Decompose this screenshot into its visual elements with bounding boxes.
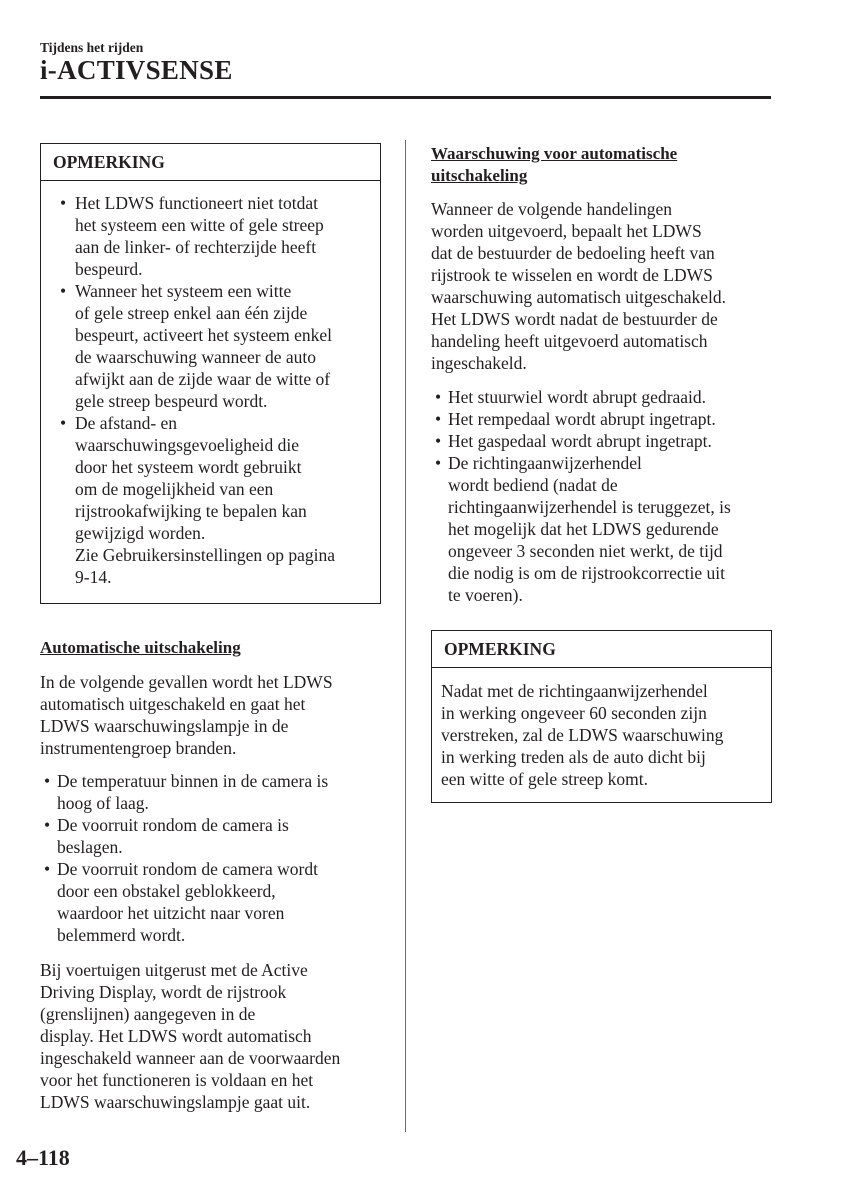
line: richtingaanwijzerhendel is teruggezet, is [448,497,731,517]
warning-off-list [431,386,776,606]
line: display. Het LDWS wordt automatisch [40,1026,312,1046]
note-item [75,192,370,280]
line: belemmerd wordt. [57,925,186,945]
line: • De voorruit rondom de camera is [57,815,289,835]
line: • De richtingaanwijzerhendel [448,453,642,473]
note-item [75,412,370,588]
auto-off-list [40,770,400,946]
line: beslagen. [57,837,123,857]
section-heading-warning-off [431,143,771,187]
auto-off-intro [40,671,400,759]
line: in werking treden als de auto dicht bij [441,747,706,767]
line: automatisch uitgeschakeld en gaat het [40,694,306,714]
line: Waarschuwing voor automatische [431,144,678,163]
line: rijstrook te wisselen en wordt de LDWS [431,265,713,285]
section-heading-auto-off: Automatische uitschakeling [40,638,241,657]
list-item [431,408,776,430]
line: waarschuwing automatisch uitgeschakeld. [431,287,726,307]
line: of gele streep enkel aan één zijde [75,303,308,323]
line: wordt bediend (nadat de [448,475,618,495]
line: die nodig is om de rijstrookcorrectie uit [448,563,726,583]
line: verstreken, zal de LDWS waarschuwing [441,725,724,745]
line: LDWS waarschuwingslampje in de [40,716,289,736]
list-item [431,430,776,452]
line: Driving Display, wordt de rijstrook [40,982,287,1002]
line: gele streep bespeurd wordt. [75,391,268,411]
line: Het LDWS wordt nadat de bestuurder de [431,309,718,329]
column-divider [405,140,406,1132]
line: worden uitgevoerd, bepaalt het LDWS [431,221,702,241]
chapter-title: i-ACTIVSENSE [40,55,233,85]
line: bespeurd. [75,259,143,279]
line: een witte of gele streep komt. [441,769,649,789]
line: Wanneer de volgende handelingen [431,199,673,219]
line: dat de bestuurder de bedoeling heeft van [431,243,715,263]
line: instrumentengroep branden. [40,738,237,758]
line: LDWS waarschuwingslampje gaat uit. [40,1092,311,1112]
line: het systeem een witte of gele streep [75,215,324,235]
line: (grenslijnen) aangegeven in de [40,1004,256,1024]
list-item [431,386,776,408]
line: Zie Gebruikersinstellingen op pagina [75,545,335,565]
line: afwijkt aan de zijde waar de witte of [75,369,331,389]
line: rijstrookafwijking te bepalen kan [75,501,307,521]
line: waarschuwingsgevoeligheid die [75,435,300,455]
note-box-right [431,630,772,803]
note-box-left [40,143,381,604]
line: het mogelijk dat het LDWS gedurende [448,519,719,539]
list-item [431,452,776,606]
line: Bij voertuigen uitgerust met de Active [40,960,308,980]
auto-off-outro [40,959,400,1113]
line: om de mogelijkheid van een [75,479,274,499]
page-number: 4–118 [16,1145,70,1170]
line: in werking ongeveer 60 seconden zijn [441,703,707,723]
line: handeling heeft uitgevoerd automatisch [431,331,708,351]
line: • Het stuurwiel wordt abrupt gedraaid. [448,387,707,407]
line: waardoor het uitzicht naar voren [57,903,285,923]
line: de waarschuwing wanneer de auto [75,347,317,367]
line: • Het gaspedaal wordt abrupt ingetrapt. [448,431,712,451]
line: • Het LDWS functioneert niet totdat [75,193,318,213]
line: ongeveer 3 seconden niet werkt, de tijd [448,541,723,561]
line: te voeren). [448,585,523,605]
line: hoog of laag. [57,793,149,813]
line: • De voorruit rondom de camera wordt [57,859,318,879]
note-item [75,280,370,412]
line: gewijzigd worden. [75,523,206,543]
line: voor het functioneren is voldaan en het [40,1070,314,1090]
running-head: Tijdens het rijden [40,40,144,55]
line: Nadat met de richtingaanwijzerhendel [441,681,708,701]
line: • De temperatuur binnen in de camera is [57,771,329,791]
line: ingeschakeld. [431,353,527,373]
list-item [40,814,400,858]
note-list [41,181,380,588]
list-item [40,770,400,814]
list-item [40,858,400,946]
line: • Wanneer het systeem een witte [75,281,292,301]
line: • Het rempedaal wordt abrupt ingetrapt. [448,409,716,429]
warning-off-intro [431,198,776,374]
line: uitschakeling [431,166,528,185]
note-heading: OPMERKING [432,631,771,668]
line: aan de linker- of rechterzijde heeft [75,237,317,257]
line: bespeurt, activeert het systeem enkel [75,325,333,345]
line: In de volgende gevallen wordt het LDWS [40,672,333,692]
title-rule [40,96,771,99]
line: 9-14. [75,567,112,587]
note-body [432,668,771,790]
line: door een obstakel geblokkeerd, [57,881,276,901]
note-heading: OPMERKING [41,144,380,181]
line: • De afstand- en [75,413,178,433]
line: ingeschakeld wanneer aan de voorwaarden [40,1048,341,1068]
line: door het systeem wordt gebruikt [75,457,302,477]
